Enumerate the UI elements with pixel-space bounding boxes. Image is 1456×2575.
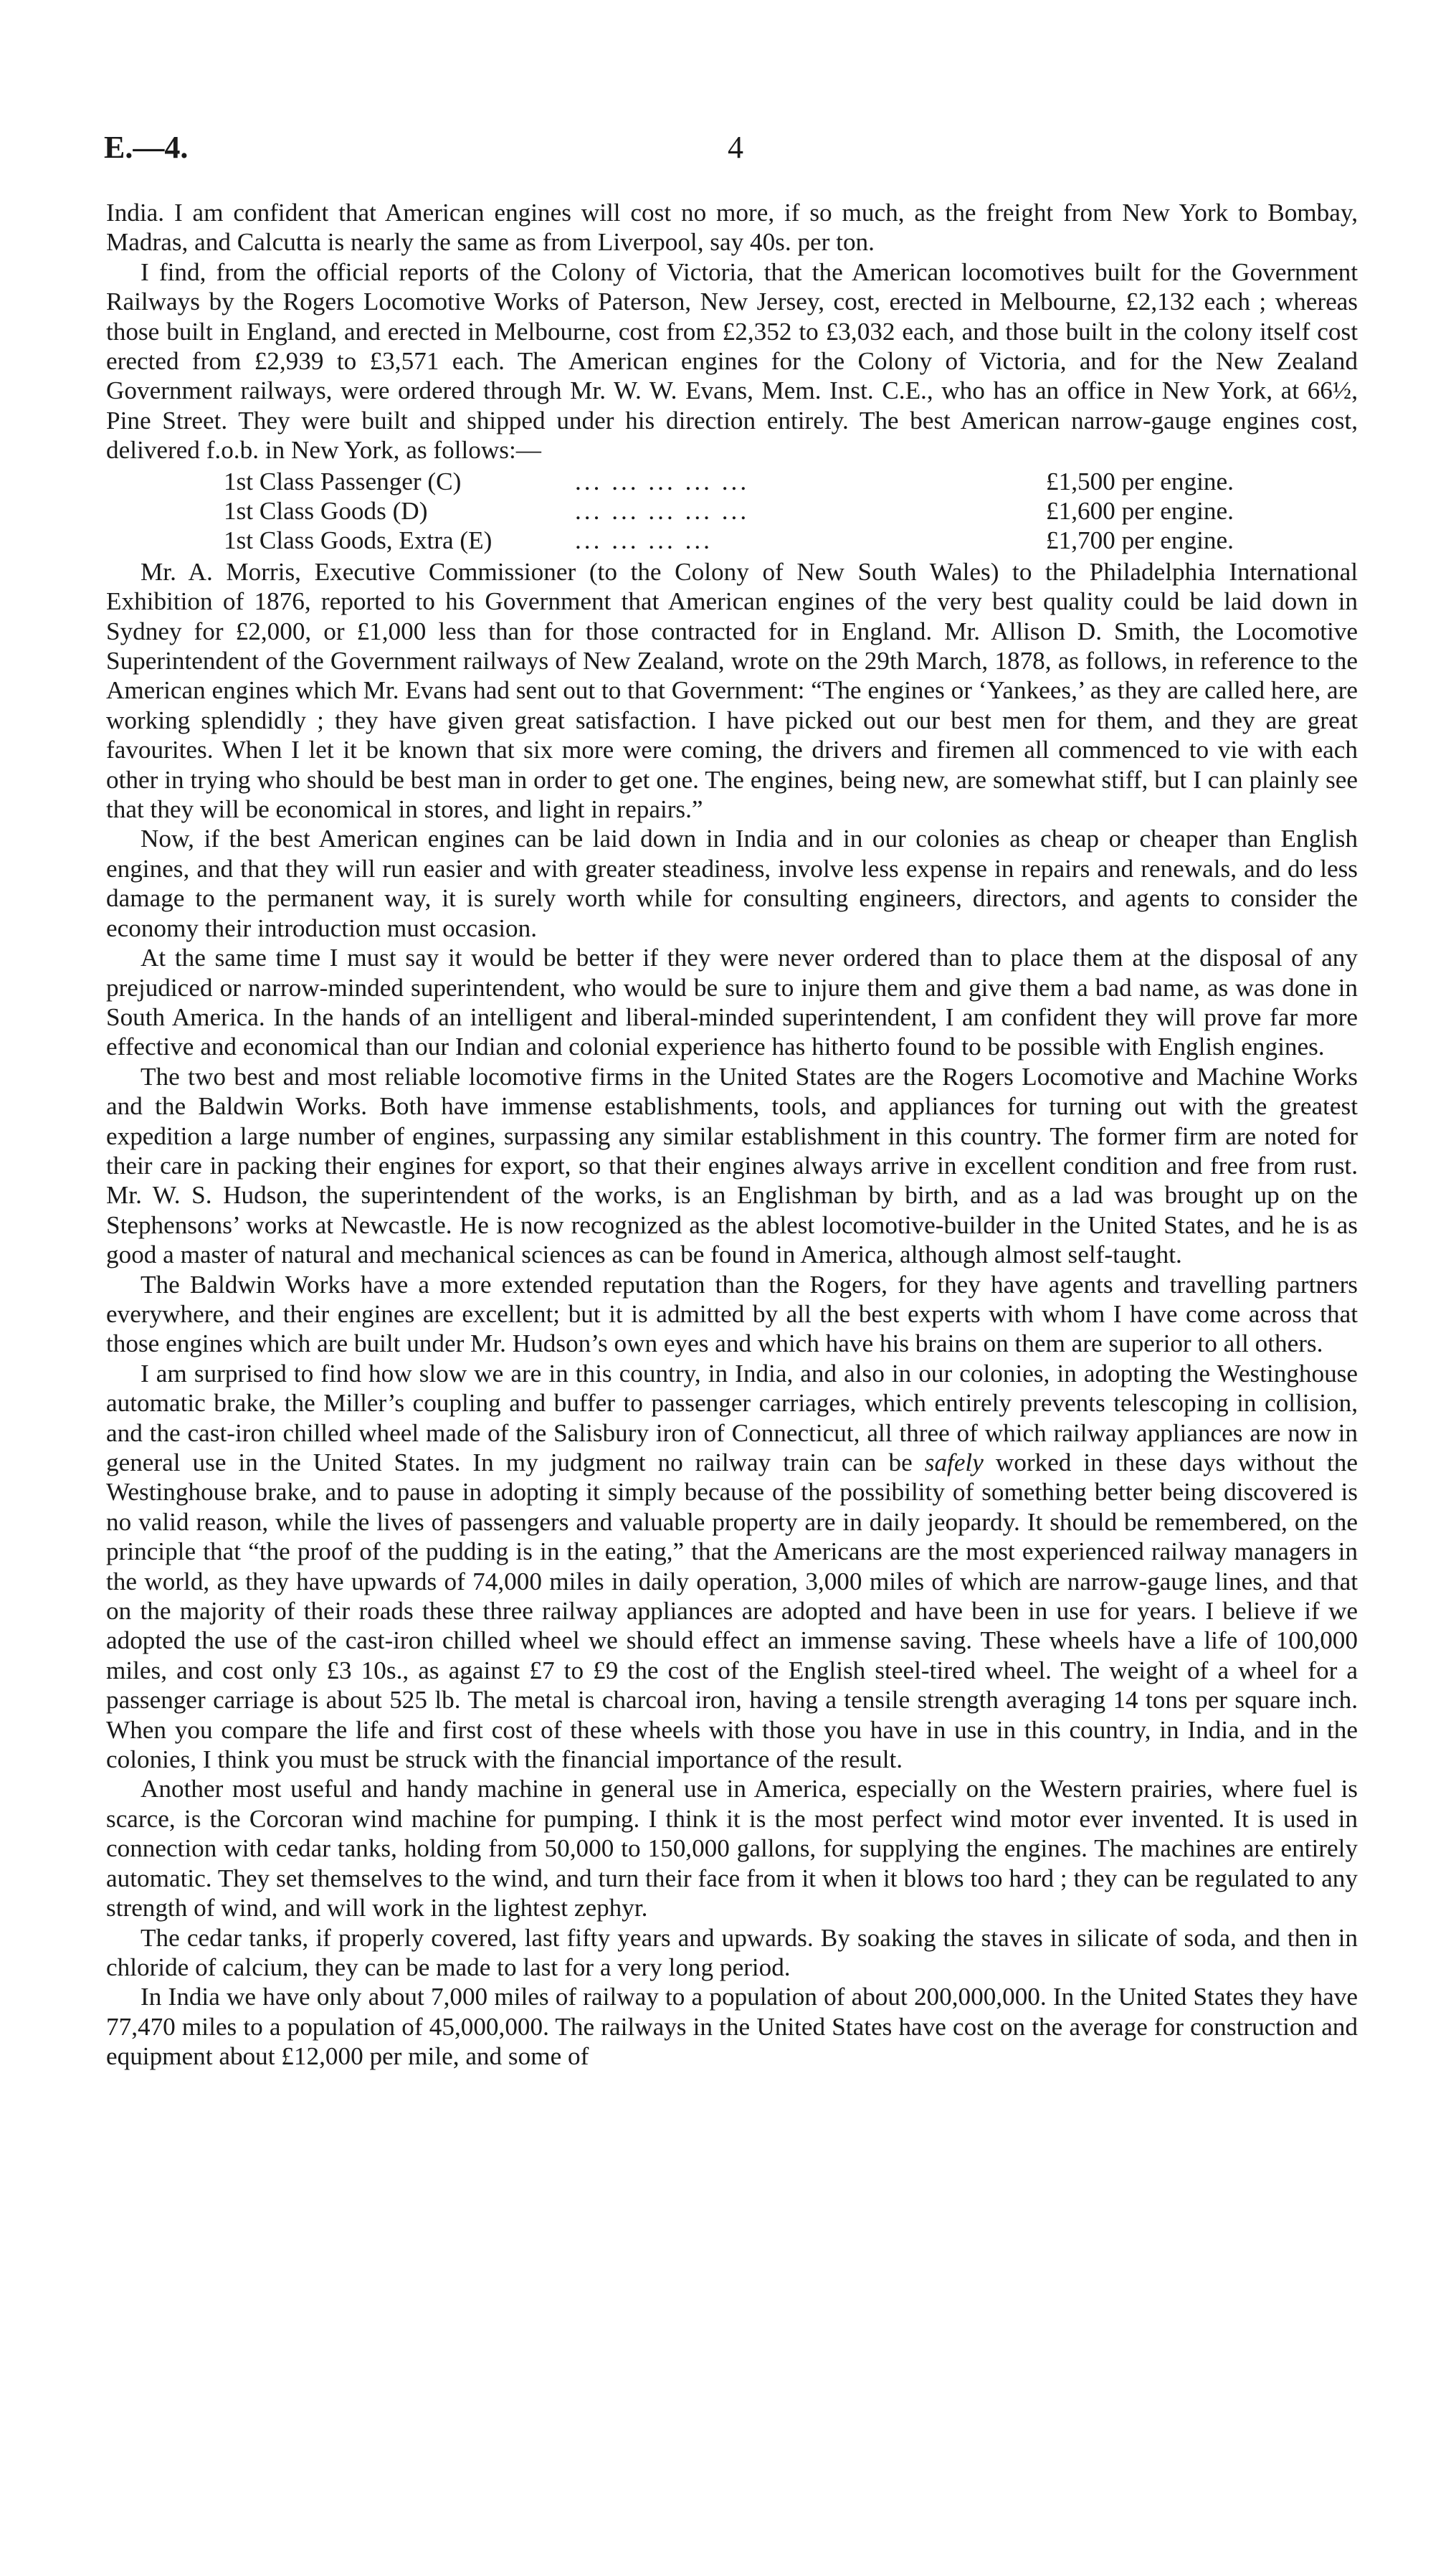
dot-leader: ... ... ... ... ... <box>575 467 750 495</box>
paragraph-5: At the same time I must say it would be better if they were never ordered than to place them at the disposal of any prejudiced or narrow-minded superintendent, who would be sure to injure them and give them a bad name, as was done in South America. In the hands of an intelligent and liberal-minded superintendent, I am confident they will prove far more effective and economical than our Indian and colonial experience has hitherto found to be possible with English engines. <box>106 944 1358 1061</box>
engine-class: 1st Class Goods, Extra (E) <box>224 526 493 555</box>
paragraph-4: Now, if the best American engines can be laid down in India and in our colonies as cheap or cheaper than English engines, and that they will run easier and with greater steadiness, involve less expense in repairs and renewals, and do less damage to the permanent way, it is surely worth while for consulting engineers, directors, and agents to consider the economy their introduction must occasion. <box>106 825 1358 942</box>
paragraph-8 <box>106 1359 1358 1775</box>
engine-rate-row <box>106 496 1358 526</box>
engine-class: 1st Class Passenger (C) <box>224 467 462 495</box>
paragraph-6: The two best and most reliable locomotive firms in the United States are the Rogers Locomotive and Machine Works and the Baldwin Works. Both have immense establishments, tools, and appliances for turning out with the greatest expedition a large number of engines, surpassing any similar establishment in this country. The former firm are noted for their care in packing their engines for export, so that their engines always arrive in excellent condition and free from rust. Mr. W. S. Hudson, the superintendent of the works, is an Englishman by birth, and as a lad was brought up on the Stephensons’ works at Newcastle. He is now recognized as the ablest locomotive-builder in the United States, and he is as good a master of natural and mechanical sciences as can be found in America, although almost self-taught. <box>106 1062 1358 1269</box>
paragraph-1: India. I am confident that American engines will cost no more, if so much, as the freight from New York to Bombay, Madras, and Calcutta is nearly the same as from Liverpool, say 40s. per ton. <box>106 199 1358 257</box>
engine-rates-table <box>106 467 1358 556</box>
paragraph-9: Another most useful and handy machine in general use in America, especially on the Western prairies, where fuel is scarce, is the Corcoran wind machine for pumping. I think it is the most perfect wind motor ever invented. It is used in connection with cedar tanks, holding from 50,000 to 150,000 gallons, for supplying the engines. The machines are entirely automatic. They set themselves to the wind, and turn their face from it when it blows too hard ; they can be regulated to any strength of wind, and will work in the lightest zephyr. <box>106 1775 1358 1922</box>
paragraph-8-body: In my judgment no railway train can be safely worked in these days without the Westinghouse brake, and to pause in adopting it simply because of the possibility of something better being discovered is no valid reason, while the lives of passengers and valuable property are in daily jeopardy. It should be remembered, on the principle that “the proof of the pudding is in the eating,” that the Americans are the most experienced railway managers in the world, as they have upwards of 74,000 miles in daily operation, 3,000 miles of which are narrow-gauge lines, and that on the majority of their roads these three railway appliances are adopted and have been in use for years. I believe if we adopted the use of the cast-iron chilled wheel we should effect an immense saving. These wheels have a life of 100,000 miles, and cost only £3 10s., as against £7 to £9 the cost of the English steel-tired wheel. The weight of a wheel for a passenger carriage is about 525 lb. The metal is charcoal iron, having a tensile strength averaging 14 tons per square inch. When you compare the life and first cost of these wheels with those you have in use in this country, in India, and in the colonies, I think you must be struck with the financial importance of the result. <box>106 1448 1358 1774</box>
engine-price: £1,600 per engine. <box>1046 497 1234 526</box>
paragraph-2: I find, from the official reports of the Colony of Victoria, that the American locomotives built for the Government Railways by the Rogers Locomotive Works of Paterson, New Jersey, cost, erected in Melbourne, £2,132 each ; whereas those built in England, and erected in Melbourne, cost from £2,352 to £3,032 each, and those built in the colony itself cost erected from £2,939 to £3,571 each. The American engines for the Colony of Victoria, and for the New Zealand Government railways, were ordered through Mr. W. W. Evans, Mem. Inst. C.E., who has an office in New York, at 66½, Pine Street. They were built and shipped under his direction entirely. The best American narrow-gauge engines cost, delivered f.o.b. in New York, as follows:— <box>106 257 1358 465</box>
paragraph-3: Mr. A. Morris, Executive Commissioner (to the Colony of New South Wales) to the Philadelphia International Exhibition of 1876, reported to his Government that American engines of the very best quality could be laid down in Sydney for £2,000, or £1,000 less than for those contracted for in England. Mr. Allison D. Smith, the Locomotive Superintendent of the Government railways of New Zealand, wrote on the 29th March, 1878, as follows, in reference to the American engines which Mr. Evans had sent out to that Government: “The engines or ‘Yankees,’ as they are called here, are working splendidly ; they have given great satisfaction. I have picked out our best men for them, and they are great favourites. When I let it be known that six more were coming, the drivers and firemen all commenced to vie with each other in trying who should be best man in order to get one. The engines, being new, are somewhat stiff, but I can plainly see that they will be economical in stores, and light in repairs.” <box>106 557 1358 824</box>
engine-price: £1,500 per engine. <box>1046 467 1234 495</box>
page-number: 4 <box>728 130 743 165</box>
dot-leader: ... ... ... ... <box>575 526 713 555</box>
page-header <box>104 129 1355 172</box>
engine-price: £1,700 per engine. <box>1046 526 1234 555</box>
body-text <box>106 198 1358 2072</box>
dot-leader: ... ... ... ... ... <box>575 497 750 526</box>
paragraph-8-intro: I am surprised to find how slow we are in this country, in India, and also in our colonies, in adopting the Westinghouse automatic brake, the Miller’s coupling and buffer to passenger carriages, which entirely prevents telescoping in collision, and the cast-iron chilled wheel made of the Salisbury iron of Connecticut, all three of which railway appliances are now in general use in the United States. <box>106 1359 1358 1477</box>
document-reference: E.—4. <box>104 130 189 165</box>
paragraph-7: The Baldwin Works have a more extended reputation than the Rogers, for they have agents and travelling partners everywhere, and their engines are excellent; but it is admitted by all the best experts with whom I have come across that those engines which are built under Mr. Hudson’s own eyes and which have his brains on them are superior to all others. <box>106 1270 1358 1358</box>
engine-class: 1st Class Goods (D) <box>224 497 428 526</box>
paragraph-11: In India we have only about 7,000 miles of railway to a population of about 200,000,000. In the United States they have 77,470 miles to a population of 45,000,000. The railways in the United States have cost on the average for construction and equipment about £12,000 per mile, and some of <box>106 1983 1358 2071</box>
engine-rate-row <box>106 526 1358 555</box>
paragraph-10: The cedar tanks, if properly covered, last fifty years and upwards. By soaking the staves in silicate of soda, and then in chloride of calcium, they can be made to last for a very long period. <box>106 1923 1358 1981</box>
engine-rate-row <box>106 467 1358 496</box>
